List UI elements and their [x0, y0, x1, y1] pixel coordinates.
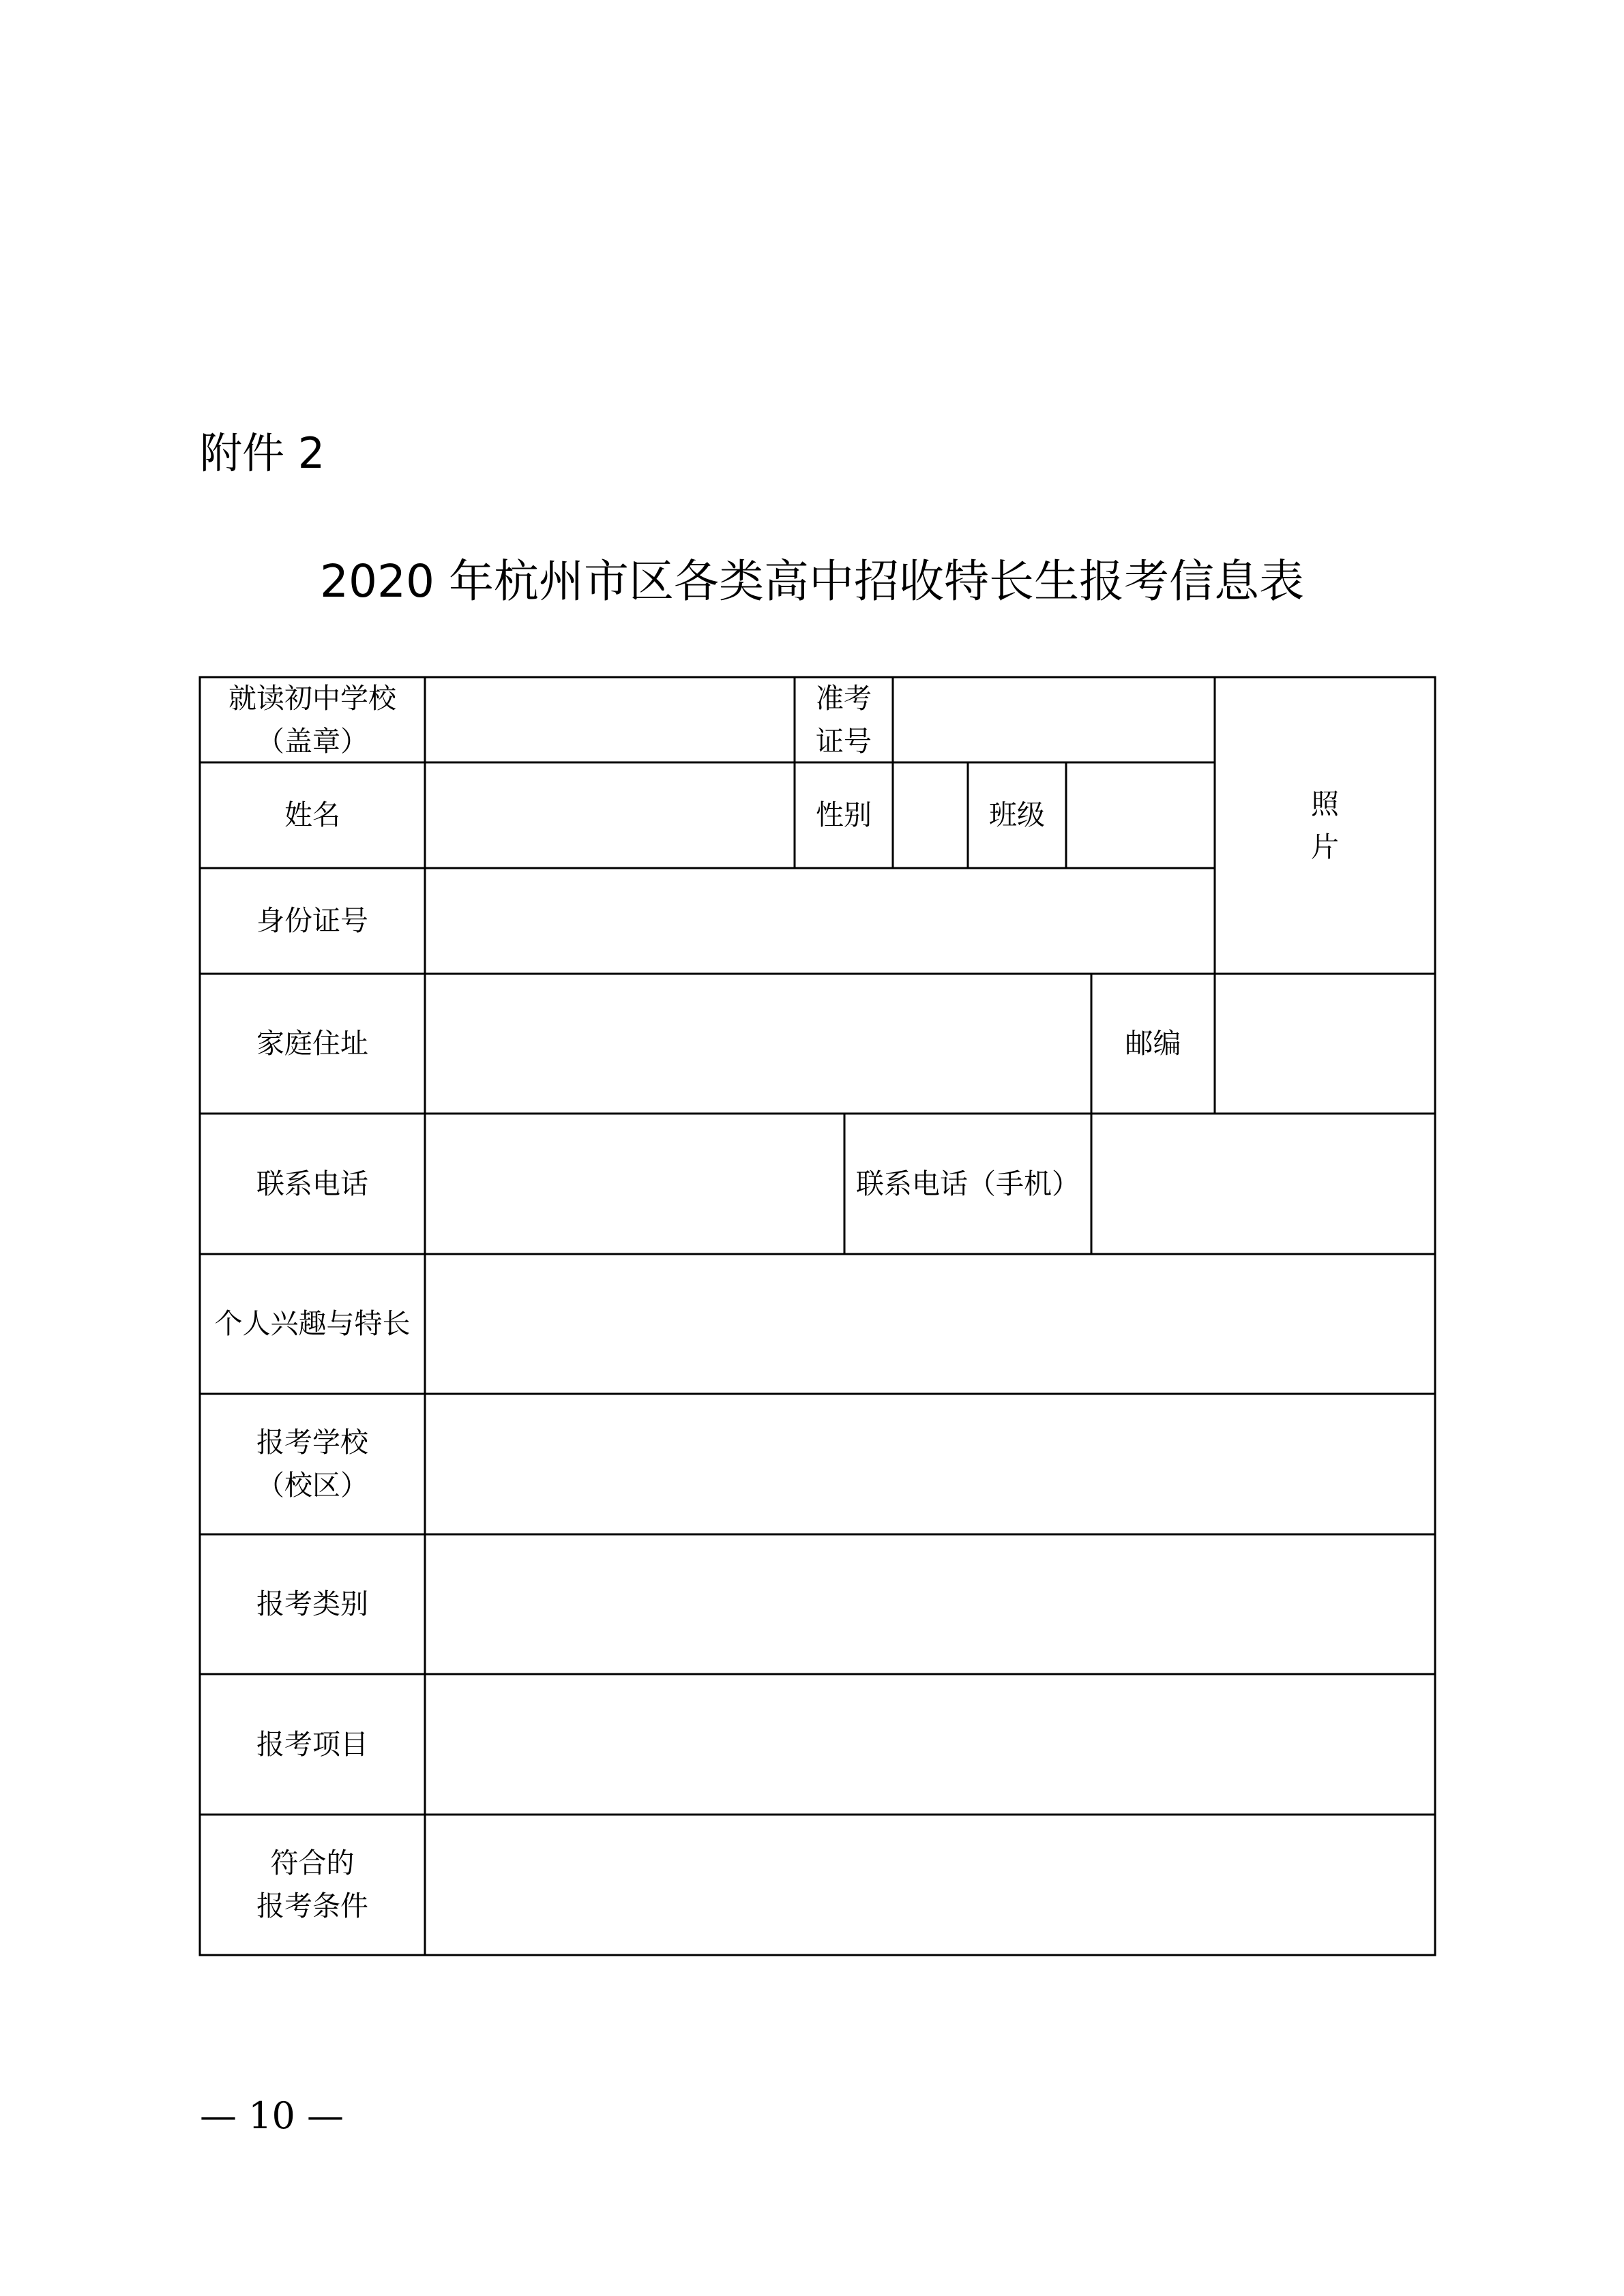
- postcode-field[interactable]: [1215, 974, 1435, 1114]
- phone-field[interactable]: [425, 1114, 844, 1254]
- interest-label: 个人兴趣与特长: [214, 1307, 411, 1340]
- name-label: 姓名: [284, 799, 340, 831]
- mobile-field[interactable]: [1091, 1114, 1435, 1254]
- school-field[interactable]: [425, 677, 795, 762]
- apply-item-label: 报考项目: [256, 1727, 368, 1761]
- photo-box[interactable]: 照 片: [1311, 787, 1339, 863]
- exam-number-label: 准考 证号: [816, 681, 872, 758]
- apply-category-label: 报考类别: [256, 1587, 368, 1620]
- conditions-field[interactable]: [425, 1815, 1435, 1955]
- conditions-label: 符合的 报考条件: [256, 1847, 368, 1922]
- name-field[interactable]: [425, 762, 795, 868]
- phone-label: 联系电话: [256, 1167, 368, 1200]
- id-number-field[interactable]: [425, 868, 1215, 974]
- apply-school-field[interactable]: [425, 1394, 1435, 1534]
- postcode-label: 邮编: [1125, 1027, 1181, 1060]
- exam-number-field[interactable]: [893, 677, 1215, 762]
- apply-school-label: 报考学校 （校区）: [256, 1426, 368, 1502]
- gender-label: 性别: [816, 799, 872, 831]
- page-number: — 10 —: [200, 2094, 344, 2137]
- gender-field[interactable]: [893, 762, 968, 868]
- id-number-label: 身份证号: [256, 904, 368, 937]
- class-field[interactable]: [1066, 762, 1215, 868]
- class-label: 班级: [989, 799, 1045, 831]
- interest-field[interactable]: [425, 1254, 1435, 1394]
- address-field[interactable]: [425, 974, 1091, 1114]
- attachment-label: 附件 2: [200, 428, 325, 478]
- apply-item-field[interactable]: [425, 1674, 1435, 1815]
- school-label: 就读初中学校 （盖章）: [228, 681, 396, 758]
- mobile-label: 联系电话（手机）: [856, 1167, 1080, 1200]
- form-title: 2020 年杭州市区各类高中招收特长生报考信息表: [320, 555, 1304, 608]
- address-label: 家庭住址: [256, 1027, 368, 1060]
- apply-category-field[interactable]: [425, 1534, 1435, 1674]
